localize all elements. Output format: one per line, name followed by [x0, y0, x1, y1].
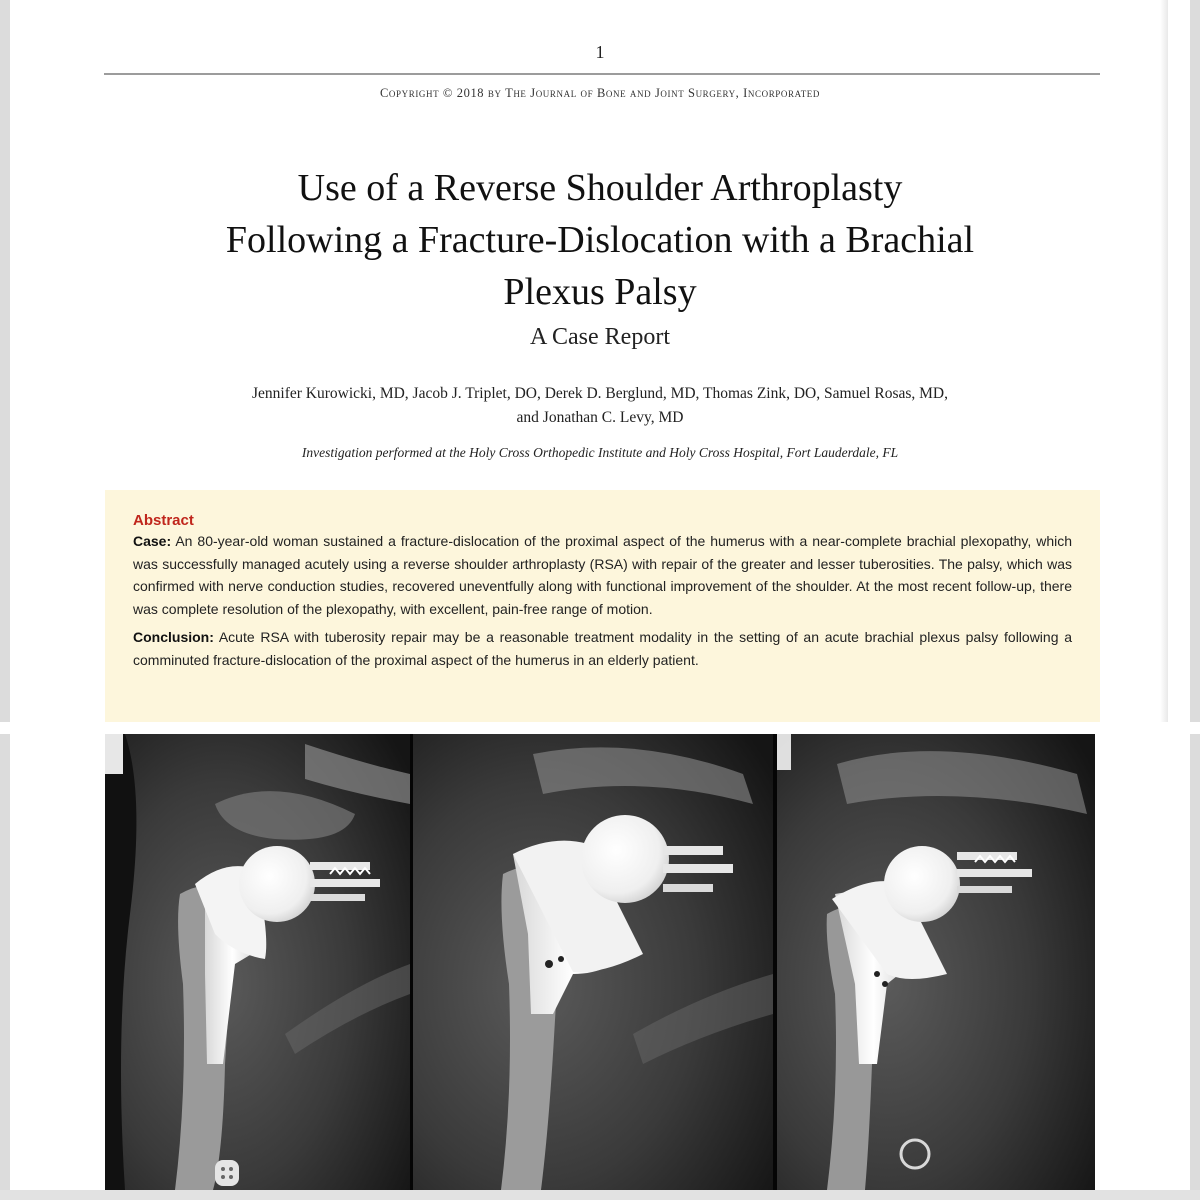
xray-panel-2 — [413, 734, 773, 1190]
conclusion-text: Acute RSA with tuberosity repair may be a reasonable treatment modality in the setting of an acute brachial plexus palsy following a comminuted fracture-dislocation of the proximal aspect of the humerus in an elderly patient. — [133, 629, 1072, 668]
paper-title — [70, 162, 1130, 318]
collage-frame-bottom — [0, 1190, 1200, 1200]
page-number: 1 — [595, 42, 605, 62]
xray-separator — [773, 734, 777, 1190]
collage-frame-left — [0, 0, 10, 1200]
title-line: Use of a Reverse Shoulder Arthroplasty — [297, 167, 903, 209]
journal-page — [10, 0, 1180, 722]
author-line: and Jonathan C. Levy, MD — [516, 409, 684, 426]
collage-frame-right — [1190, 0, 1200, 1200]
abstract-case-paragraph — [133, 530, 1072, 620]
author-line: Jennifer Kurowicki, MD, Jacob J. Triplet, DO, Derek D. Berglund, MD, Thomas Zink, DO, Samuel Rosas, MD, — [251, 385, 948, 402]
collage-divider — [0, 722, 1200, 734]
copyright-line: Copyright © 2018 by The Journal of Bone and Joint Surgery, Incorporated — [379, 86, 821, 100]
header-rule — [104, 73, 1100, 75]
author-list — [160, 382, 1040, 430]
abstract-heading: Abstract — [133, 512, 194, 529]
xray-separator — [410, 734, 413, 1190]
case-label: Case: — [133, 533, 172, 549]
title-line: Following a Fracture-Dislocation with a Brachial — [225, 219, 975, 261]
xray-panel-1 — [105, 734, 410, 1190]
xray-panel-3 — [777, 734, 1095, 1190]
xray-images — [105, 734, 1095, 1190]
xray-image-panel — [105, 734, 1095, 1190]
conclusion-label: Conclusion: — [133, 629, 214, 645]
title-line: Plexus Palsy — [503, 271, 697, 313]
paper-subtitle: A Case Report — [530, 324, 670, 350]
case-text: An 80-year-old woman sustained a fracture-dislocation of the proximal aspect of the humerus with a near-complete brachial plexopathy, which was successfully managed acutely using a reverse shoulder arthroplasty (RSA) with repair of the greater and lesser tuberosities. The palsy, which was confirmed with nerve conduction studies, recovered uneventfully along with functional improvement of the shoulder. At the most recent follow-up, there was complete resolution of the plexopathy, with excellent, pain-free range of motion. — [133, 533, 1072, 617]
institution-note: Investigation performed at the Holy Cross Orthopedic Institute and Holy Cross Hospital, Fort Lauderdale, FL — [301, 445, 899, 460]
page-edge-shadow — [1160, 0, 1168, 722]
abstract-box — [105, 490, 1100, 722]
abstract-conclusion-paragraph — [133, 626, 1072, 671]
